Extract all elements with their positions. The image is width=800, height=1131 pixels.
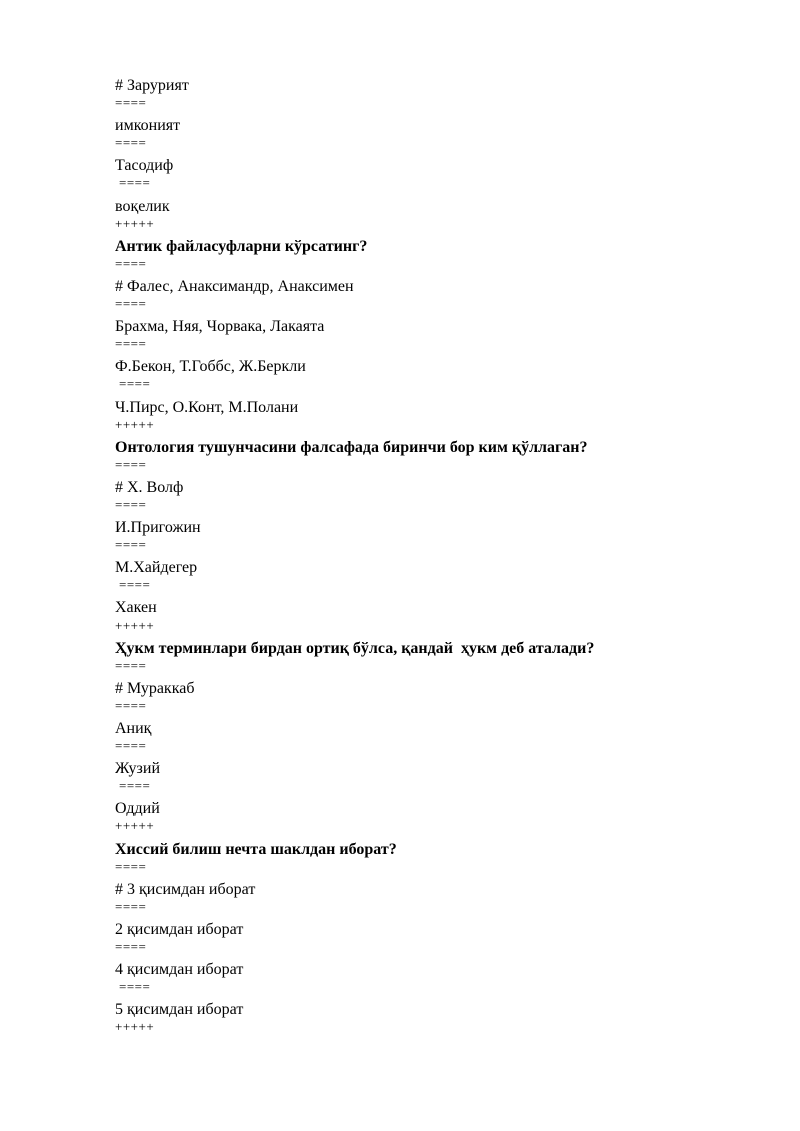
separator: ==== [115, 95, 147, 111]
answer-option: имконият [115, 117, 181, 135]
separator: ==== [115, 537, 147, 553]
separator: ==== [115, 255, 147, 271]
separator: ==== [119, 979, 151, 995]
answer-option: воқелик [115, 197, 170, 215]
question-text: Хиссий билиш нечта шаклдан иборат? [115, 840, 397, 858]
answer-option: Брахма, Няя, Чорвака, Лакаята [115, 318, 325, 336]
answer-option: # Мураккаб [115, 679, 195, 697]
separator: ==== [115, 738, 147, 754]
answer-option: 2 қисимдан иборат [115, 920, 244, 938]
answer-option: Аниқ [115, 720, 152, 737]
separator: ==== [115, 697, 147, 713]
question-block [115, 840, 755, 1041]
answer-option: 5 қисимдан иборат [115, 1001, 244, 1019]
question-text: Онтология тушунчасини фалсафада биринчи бор ким қўллаган? [115, 438, 588, 456]
separator: ==== [115, 898, 147, 914]
answer-option: Ч.Пирс, О.Конт, М.Полани [115, 398, 299, 416]
answer-option: И.Пригожин [115, 519, 201, 537]
answer-option: Тасодиф [115, 157, 174, 175]
separator: ==== [119, 778, 151, 794]
separator: ==== [115, 135, 147, 151]
question-block [115, 438, 755, 639]
end-marker: +++++ [115, 818, 155, 834]
question-text: Антик файласуфларни кўрсатинг? [115, 237, 368, 255]
end-marker: +++++ [115, 1019, 155, 1035]
separator: ==== [115, 496, 147, 512]
separator: ==== [115, 296, 147, 312]
separator: ==== [115, 939, 147, 955]
question-block [115, 639, 755, 840]
answer-option: М.Хайдегер [115, 559, 198, 577]
question-block [115, 76, 755, 237]
separator: ==== [115, 456, 147, 472]
question-text: Ҳукм терминлари бирдан ортиқ бўлса, қандай ҳукм деб аталади? [115, 639, 595, 657]
separator: ==== [115, 336, 147, 352]
separator: ==== [115, 858, 147, 874]
answer-option: # 3 қисимдан иборат [115, 880, 256, 898]
separator: ==== [119, 175, 151, 191]
end-marker: +++++ [115, 617, 155, 633]
answer-option: Оддий [115, 800, 160, 818]
document-page [115, 76, 755, 1041]
separator: ==== [115, 657, 147, 673]
answer-option: # Зарурият [115, 77, 189, 94]
answer-option: Жузий [115, 760, 160, 778]
answer-option: # Х. Волф [115, 478, 184, 496]
answer-option: # Фалес, Анаксимандр, Анаксимен [115, 277, 354, 295]
answer-option: Ф.Бекон, Т.Гоббс, Ж.Беркли [115, 358, 306, 376]
separator: ==== [119, 577, 151, 593]
end-marker: +++++ [115, 416, 155, 432]
separator: ==== [119, 376, 151, 392]
question-block [115, 237, 755, 438]
end-marker: +++++ [115, 215, 155, 231]
answer-option: 4 қисимдан иборат [115, 961, 244, 979]
answer-option: Хакен [115, 599, 157, 617]
